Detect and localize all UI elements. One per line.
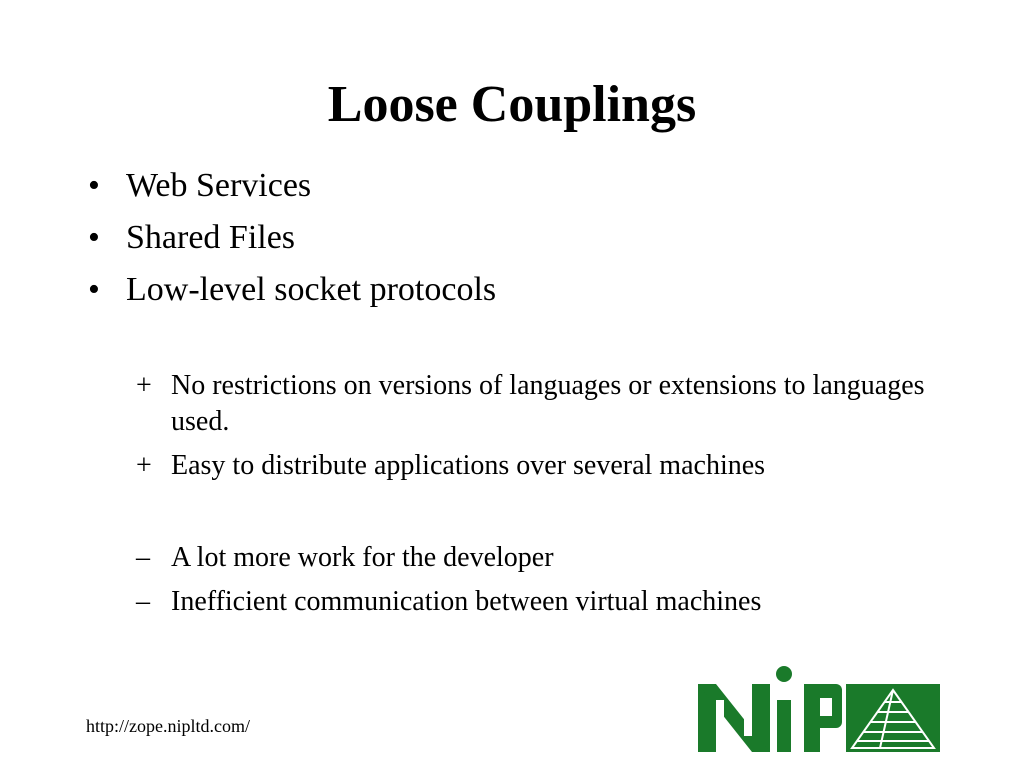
- plus-marker: +: [136, 370, 152, 401]
- slide-title: Loose Couplings: [327, 76, 697, 133]
- minus-marker: –: [136, 586, 150, 617]
- bullet-marker: •: [88, 271, 100, 308]
- con-text: A lot more work for the developer: [171, 542, 554, 573]
- bullet-text: Low-level socket protocols: [126, 271, 497, 308]
- cons-list: [134, 540, 934, 628]
- pro-text: No restrictions on versions of languages or extensions to languages used.: [171, 370, 925, 437]
- footer-url: http://zope.nipltd.com/: [86, 716, 250, 736]
- bullet-list: [84, 160, 964, 316]
- con-item: [134, 584, 934, 620]
- pros-list: [134, 368, 934, 492]
- pro-item: [134, 448, 934, 484]
- plus-marker: +: [136, 450, 152, 481]
- bullet-text: Shared Files: [126, 219, 296, 256]
- bullet-item: [84, 160, 964, 212]
- bullet-text: Web Services: [126, 167, 312, 204]
- pro-item: [134, 368, 934, 440]
- con-text: Inefficient communication between virtual machines: [171, 586, 762, 617]
- nip-logo-icon: [694, 664, 944, 754]
- minus-marker: –: [136, 542, 150, 573]
- pro-text: Easy to distribute applications over several machines: [171, 450, 766, 481]
- con-item: [134, 540, 934, 576]
- bullet-marker: •: [88, 167, 100, 204]
- bullet-item: [84, 212, 964, 264]
- bullet-item: [84, 264, 964, 316]
- bullet-marker: •: [88, 219, 100, 256]
